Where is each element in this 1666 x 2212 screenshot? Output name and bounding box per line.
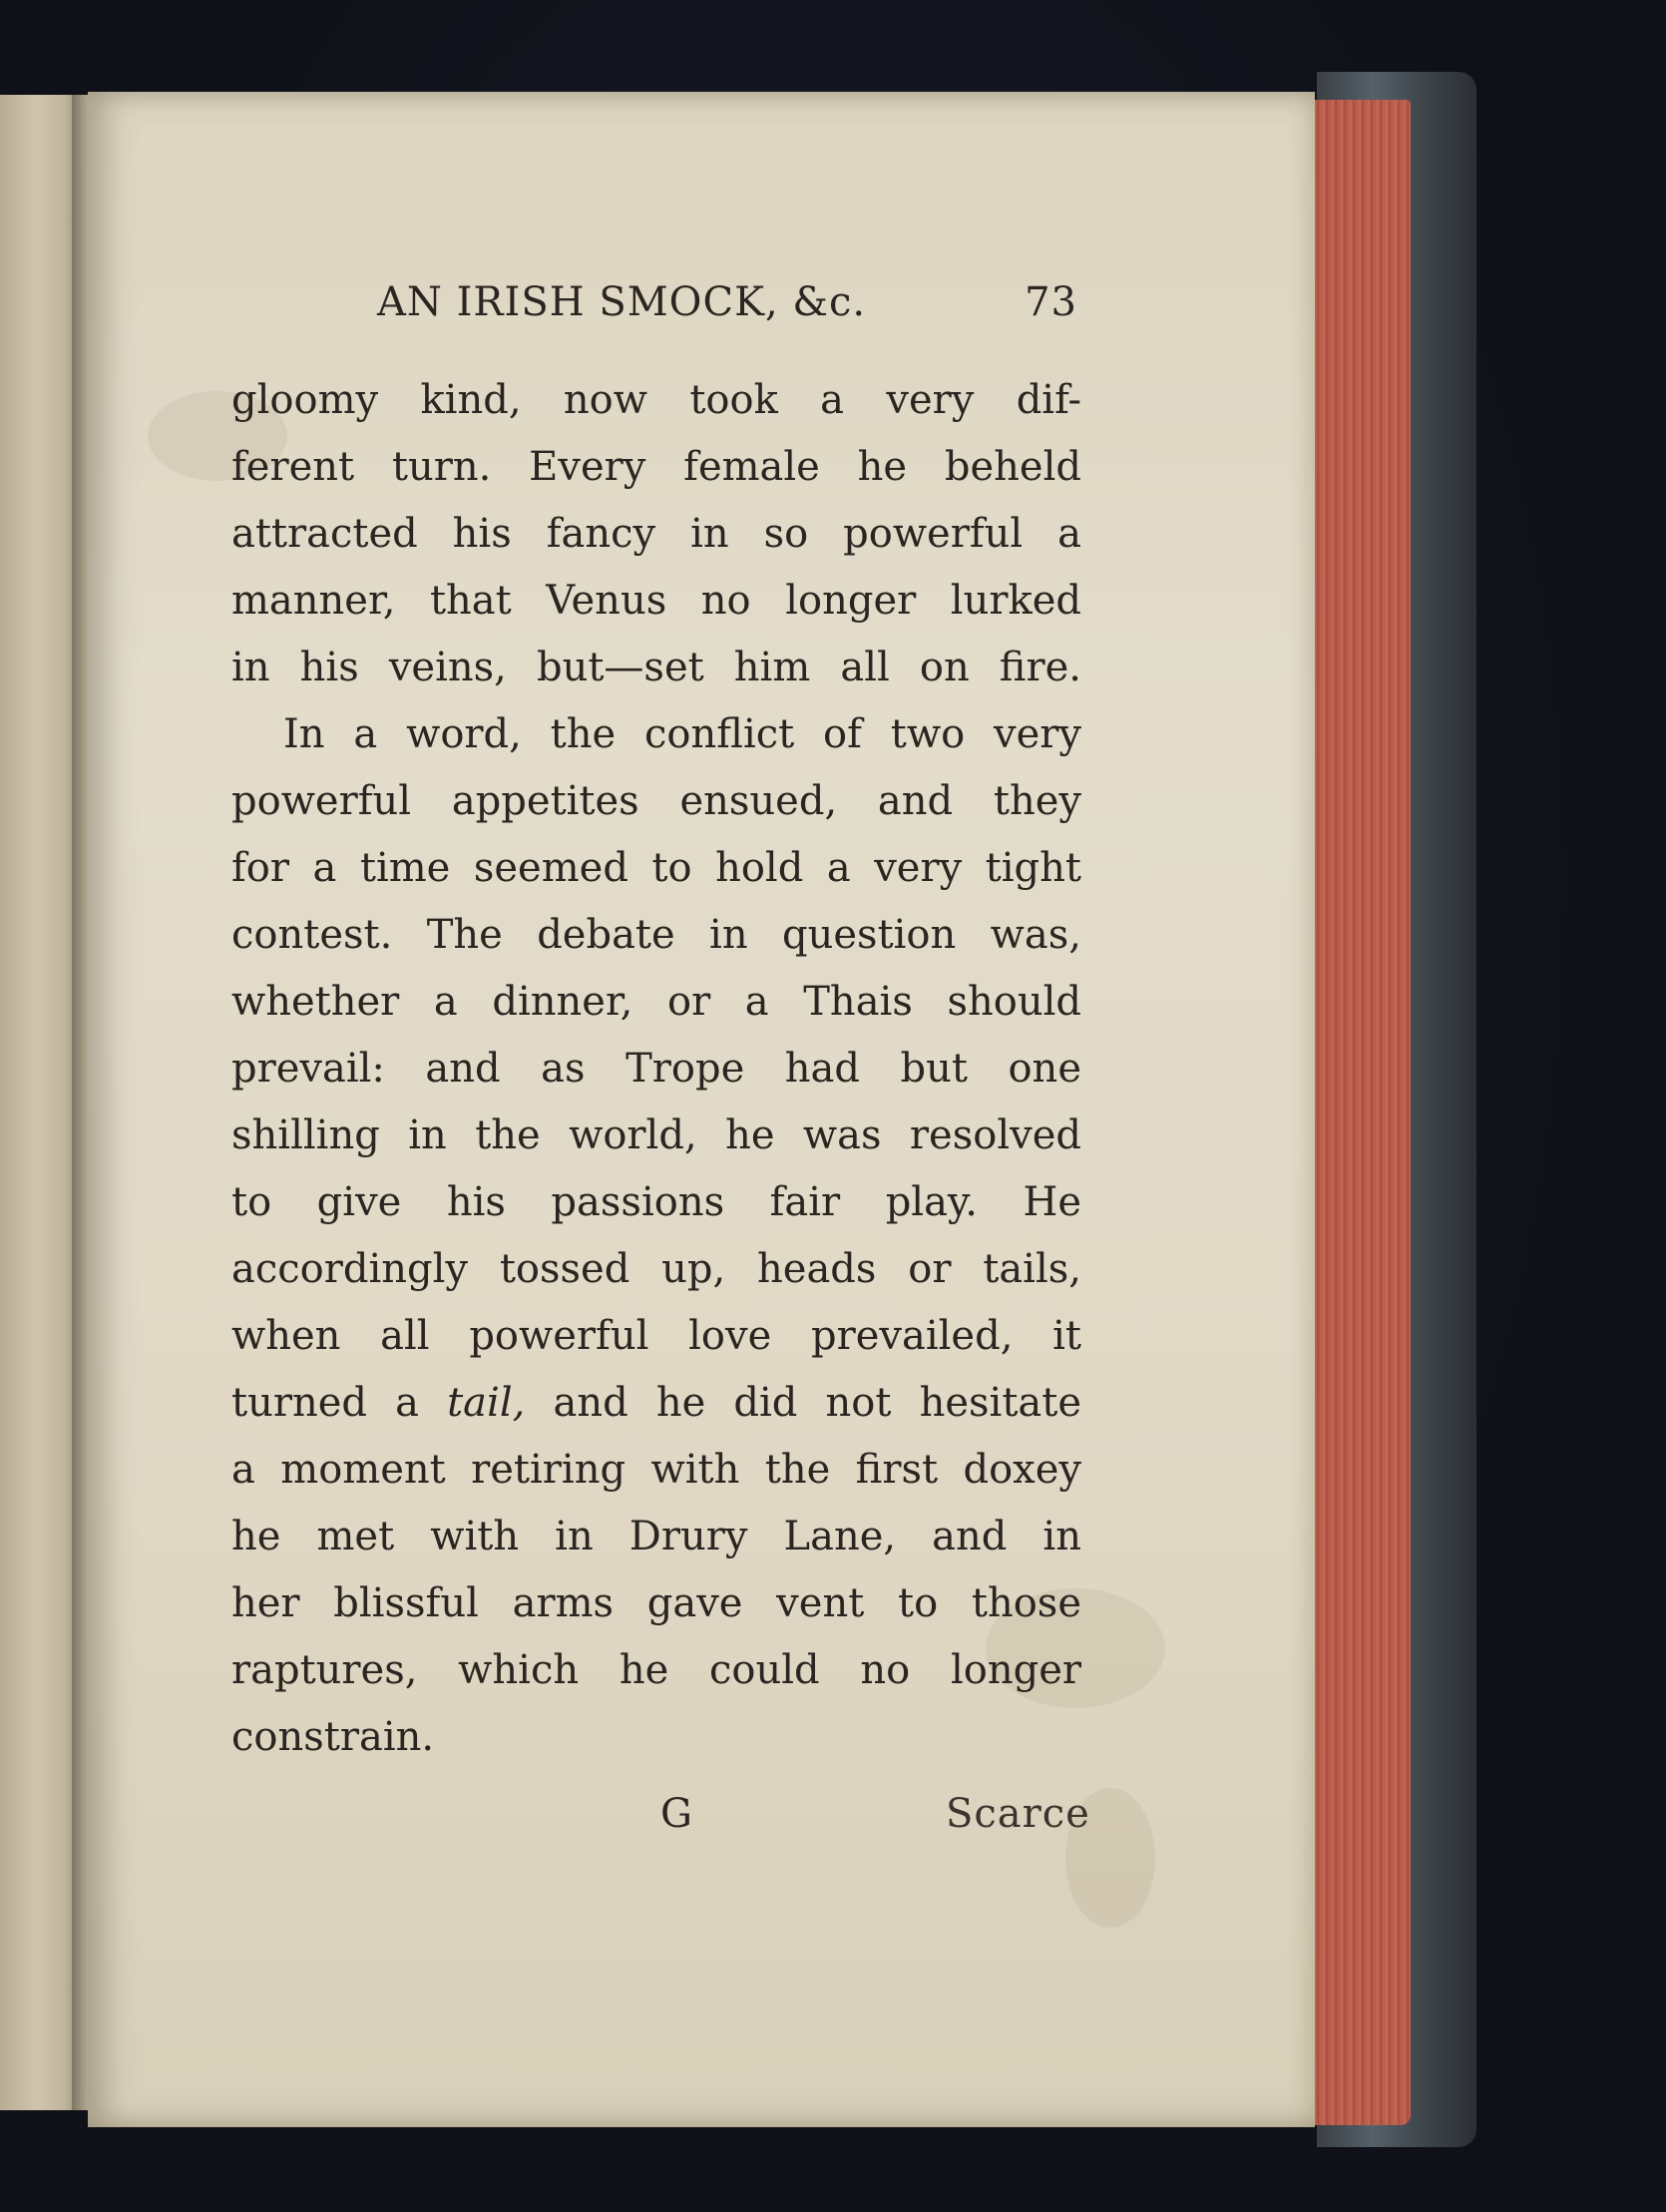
text-segment: and he did not hesitate bbox=[525, 1380, 1081, 1426]
text-line: when all powerful love prevailed, it bbox=[231, 1313, 1081, 1359]
text-line: powerful appetites ensued, and they bbox=[231, 778, 1081, 824]
text-line: to give his passions fair play. He bbox=[231, 1179, 1081, 1225]
italic-word: tail, bbox=[447, 1380, 526, 1426]
body-text bbox=[231, 367, 1081, 1771]
text-line: gloomy kind, now took a very dif- bbox=[231, 377, 1081, 423]
page-number: 73 bbox=[1025, 279, 1077, 325]
text-line: prevail: and as Trope had but one bbox=[231, 1046, 1081, 1092]
text-line: In a word, the conflict of two very bbox=[283, 711, 1081, 757]
text-line: her blissful arms gave vent to those bbox=[231, 1580, 1081, 1626]
text-line: he met with in Drury Lane, and in bbox=[231, 1514, 1081, 1559]
text-line: in his veins, but—set him all on fire. bbox=[231, 645, 1081, 690]
text-line: constrain. bbox=[231, 1714, 435, 1760]
text-line: for a time seemed to hold a very tight bbox=[231, 845, 1081, 891]
text-line: manner, that Venus no longer lurked bbox=[231, 578, 1081, 624]
signature-mark: G bbox=[660, 1791, 692, 1837]
text-line-with-italic bbox=[231, 1370, 1081, 1437]
text-line: ferent turn. Every female he beheld bbox=[231, 444, 1081, 490]
text-line: raptures, which he could no longer bbox=[231, 1647, 1081, 1693]
text-line: attracted his fancy in so powerful a bbox=[231, 511, 1081, 557]
text-line: whether a dinner, or a Thais should bbox=[231, 979, 1081, 1025]
facing-page-edge bbox=[0, 95, 82, 2110]
catchword: Scarce bbox=[946, 1791, 1090, 1837]
text-line: shilling in the world, he was resolved bbox=[231, 1112, 1081, 1158]
running-head-title: AN IRISH SMOCK, &c. bbox=[377, 279, 867, 325]
text-line: accordingly tossed up, heads or tails, bbox=[231, 1246, 1081, 1292]
text-line: a moment retiring with the first doxey bbox=[231, 1447, 1081, 1493]
text-line: contest. The debate in question was, bbox=[231, 912, 1081, 958]
running-head bbox=[377, 271, 1085, 331]
text-segment: turned a bbox=[231, 1380, 448, 1426]
